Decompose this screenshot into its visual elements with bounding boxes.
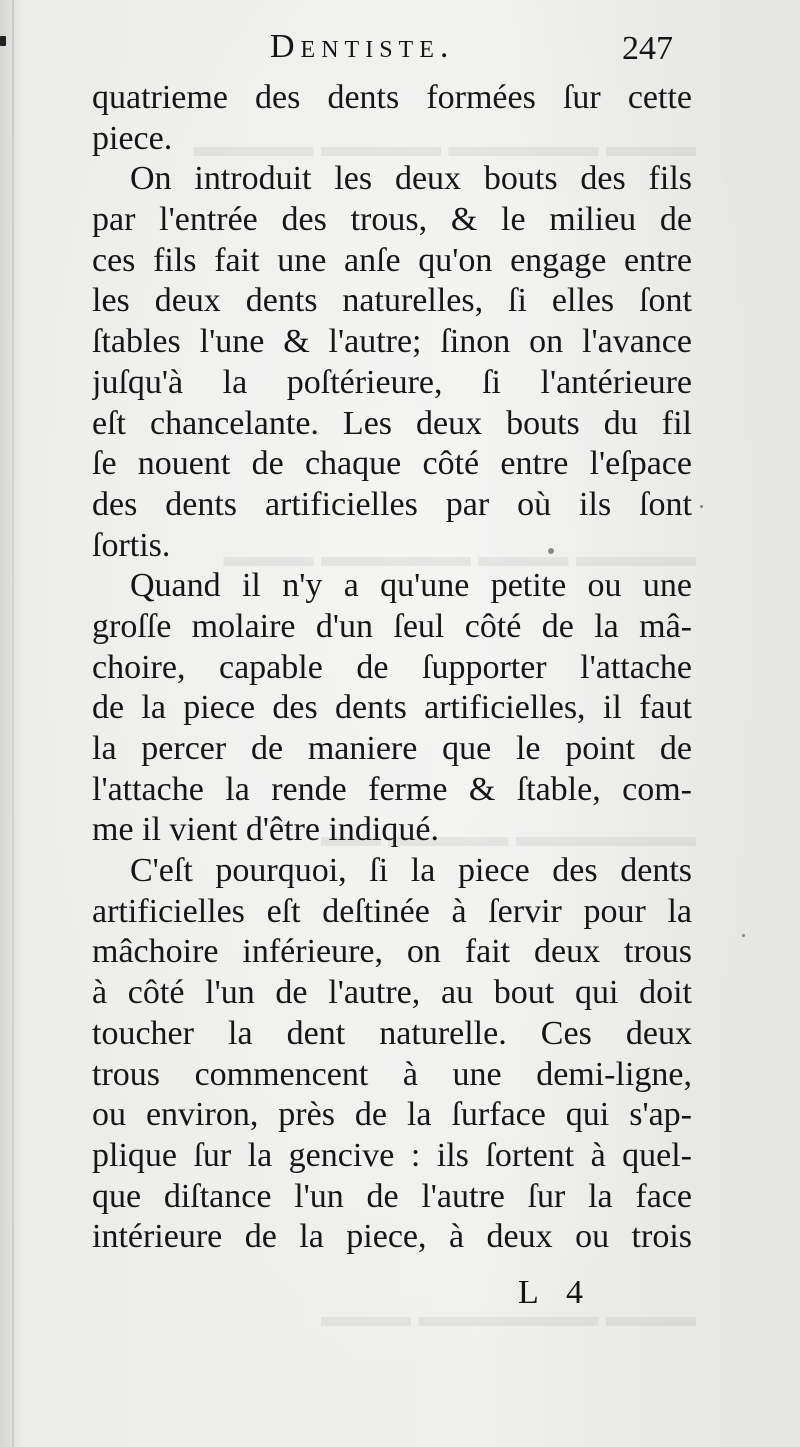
- text-line: l'attache la rende ferme & ſtable, com-: [92, 770, 692, 808]
- text-line: On introduit les deux bouts des fils: [130, 160, 692, 198]
- text-line: choire, capable de ſupporter l'attache: [92, 648, 692, 686]
- running-head: Dentiste.: [270, 28, 455, 65]
- show-through-texture: ▬▬▬ ▬▬▬▬▬▬ ▬▬▬: [321, 1300, 696, 1333]
- text-line: toucher la dent naturelle. Ces deux: [92, 1014, 692, 1052]
- text-line: juſqu'à la poſtérieure, ſi l'antérieure: [92, 363, 692, 401]
- text-line: intérieure de la piece, à deux ou trois: [92, 1218, 692, 1256]
- text-line: C'eſt pourquoi, ſi la piece des dents: [130, 852, 692, 890]
- text-line: plique ſur la gencive : ils ſortent à quel-: [92, 1136, 692, 1174]
- text-line: ſe nouent de chaque côté entre l'eſpace: [92, 445, 692, 483]
- text-line: ou environ, près de la ſurface qui s'ap-: [92, 1096, 692, 1134]
- binding-gutter: [12, 0, 14, 1447]
- text-line: Quand il n'y a qu'une petite ou une: [130, 567, 692, 605]
- text-line: ſortis.: [92, 526, 171, 564]
- ink-speck: [742, 934, 745, 937]
- ink-speck: [700, 505, 703, 508]
- text-line: ces fils fait une anſe qu'on engage entre: [92, 241, 692, 279]
- text-line: mâchoire inférieure, on fait deux trous: [92, 933, 692, 971]
- text-line: à côté l'un de l'autre, au bout qui doit: [92, 974, 692, 1012]
- page-number: 247: [622, 30, 673, 67]
- text-line: eſt chancelante. Les deux bouts du fil: [92, 404, 692, 442]
- text-line: quatrieme des dents formées ſur cette: [92, 79, 692, 116]
- text-line: ſtables l'une & l'autre; ſinon on l'avance: [92, 323, 692, 361]
- ink-speck: [548, 548, 554, 554]
- text-line: que diſtance l'un de l'autre ſur la face: [92, 1177, 692, 1215]
- show-through-texture: ▬▬▬▬▬▬ ▬▬▬▬ ▬▬: [321, 820, 696, 853]
- text-line: me il vient d'être indiqué.: [92, 811, 439, 849]
- text-line: piece.: [92, 119, 173, 157]
- text-line: trous commencent à une demi-ligne,: [92, 1055, 692, 1093]
- text-line: les deux dents naturelles, ſi elles ſont: [92, 282, 692, 320]
- body-text: [92, 78, 692, 1258]
- text-line: de la piece des dents artificielles, il faut: [92, 689, 692, 727]
- page-header: [0, 22, 800, 72]
- page-footer: [0, 1274, 800, 1324]
- show-through-texture: ▬▬▬ ▬▬▬▬▬ ▬▬▬▬ ▬▬▬▬: [193, 130, 696, 163]
- signature-mark: L 4: [518, 1274, 594, 1311]
- text-line: des dents artificielles par où ils ſont: [92, 485, 692, 523]
- text-line: par l'entrée des trous, & le milieu de: [92, 201, 692, 239]
- text-line: artificielles eſt deſtinée à ſervir pour la: [92, 892, 692, 930]
- show-through-texture: ▬▬▬▬ ▬▬▬ ▬▬▬▬▬ ▬▬▬: [223, 540, 696, 573]
- text-line: groſſe molaire d'un ſeul côté de la mâ-: [92, 607, 692, 645]
- text-line: la percer de maniere que le point de: [92, 730, 692, 767]
